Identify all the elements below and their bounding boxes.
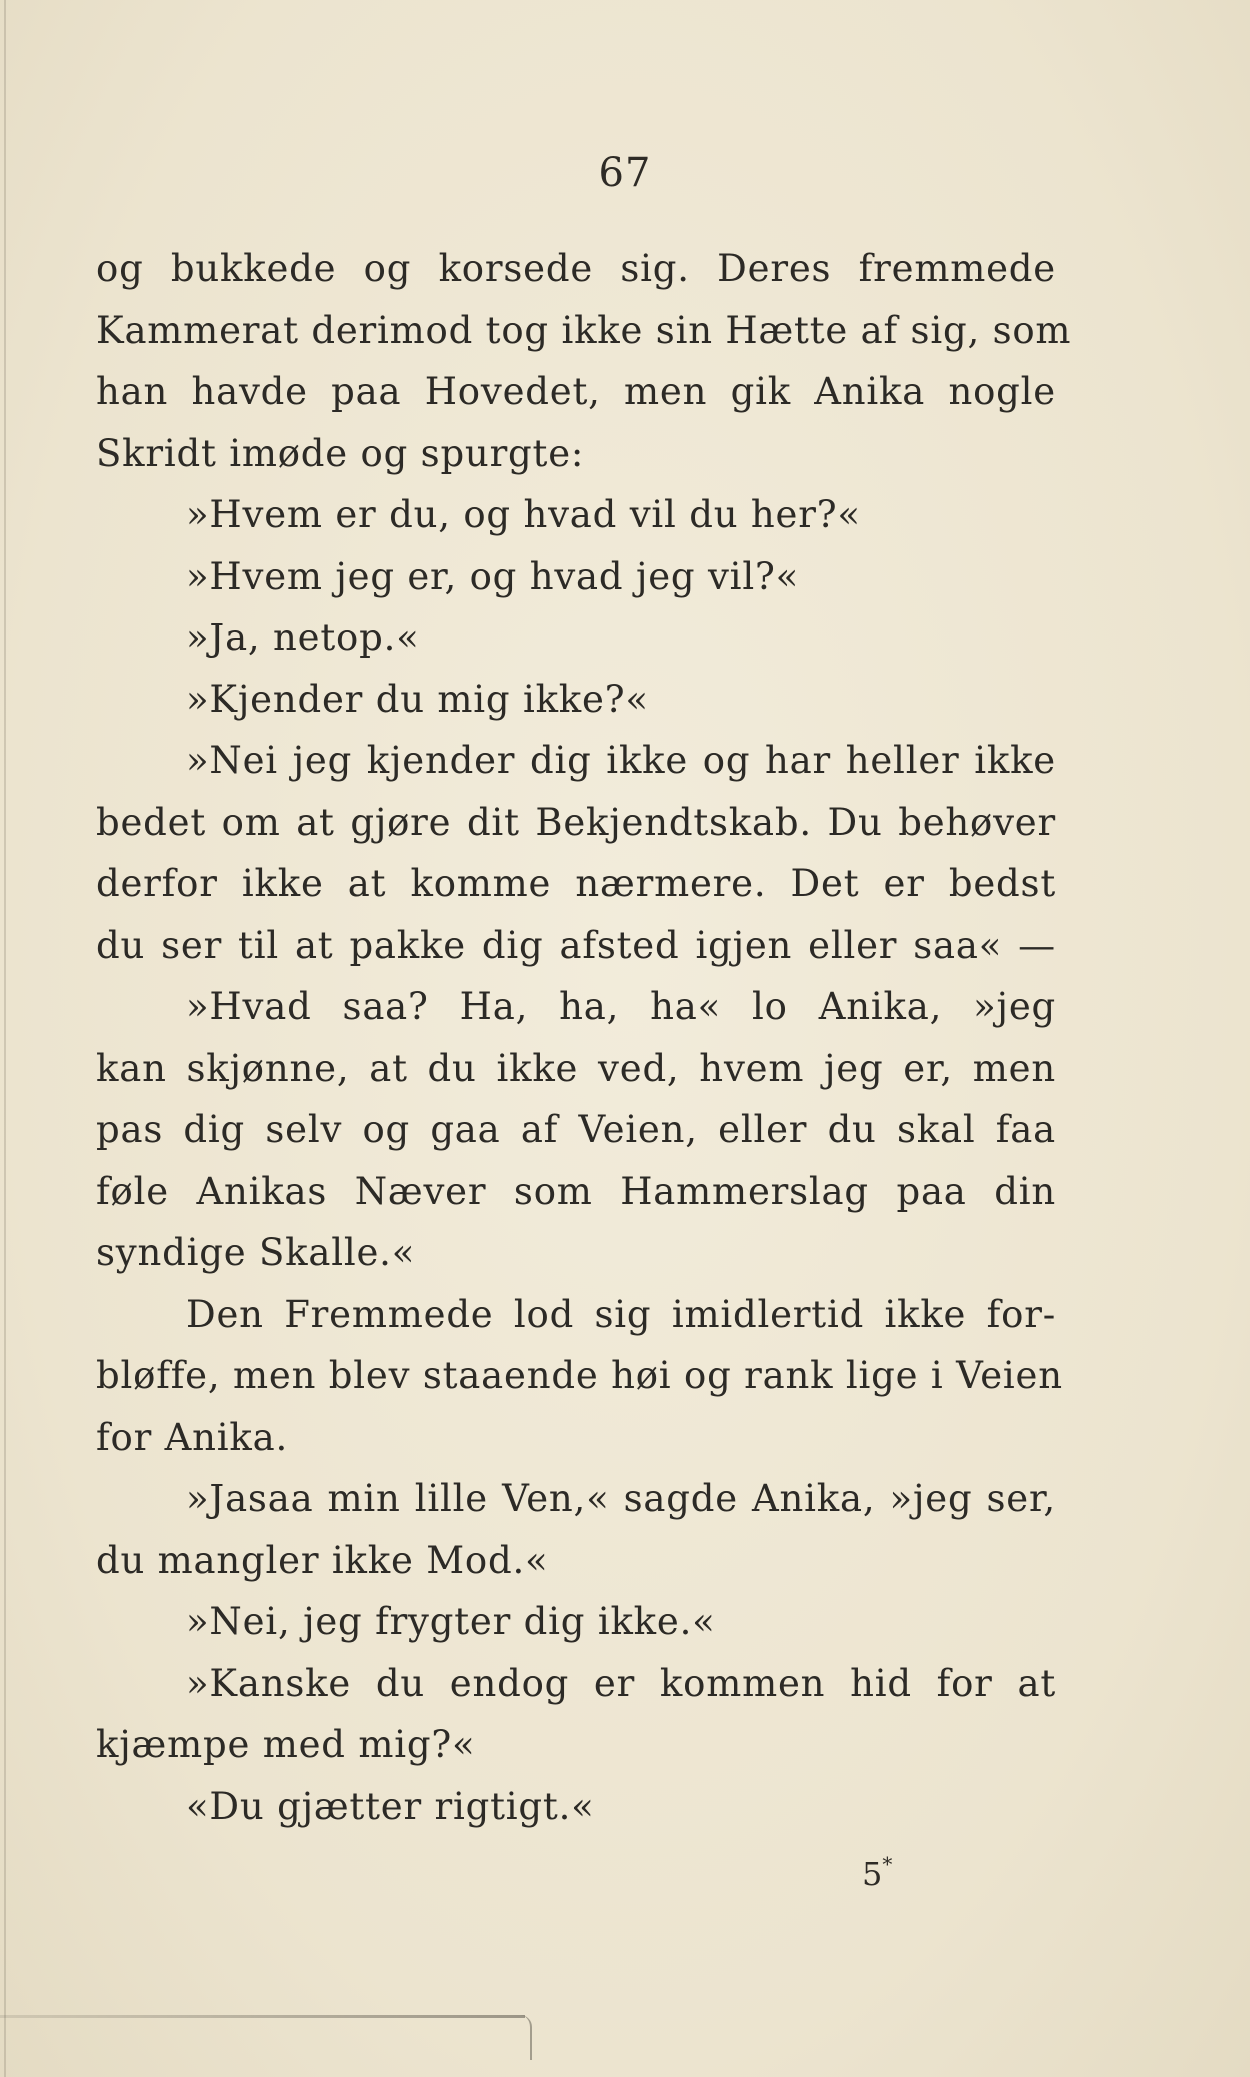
text-line: »Kjender du mig ikke?« [186,677,649,721]
scan-edge-hook [520,2015,532,2060]
scan-edge-rule [0,2015,525,2018]
text-line: »Nei jeg kjender dig ikke og har heller ikke [186,739,1056,782]
text-line: »Nei, jeg frygter dig ikke.« [186,1600,716,1643]
text-line: bløffe, men blev staaende høi og rank lige i Veien [96,1354,1063,1397]
text-line: kjæmpe med mig?« [96,1723,476,1766]
page-edge-shadow [4,0,6,2077]
text-line: »Hvem er du, og hvad vil du her?« [186,493,861,536]
page-number: 67 [598,150,652,196]
text-line: føle Anikas Næver som Hammerslag paa din [96,1169,1056,1213]
text-line: for Anika. [96,1415,289,1459]
text-line: »Hvem jeg er, og hvad jeg vil?« [186,554,800,598]
text-line: »Hvad saa? Ha, ha, ha« lo Anika, »jeg [186,985,1056,1028]
signature-number: 5 [862,1855,883,1893]
text-line: »Jasaa min lille Ven,« sagde Anika, »jeg ser, [186,1477,1056,1520]
text-line: «Du gjætter rigtigt.« [186,1784,595,1828]
text-line: du ser til at pakke dig afsted igjen eller saa« — [96,923,1056,967]
text-line: Den Fremmede lod sig imidlertid ikke for- [186,1292,1056,1336]
text-line: pas dig selv og gaa af Veien, eller du skal faa [96,1108,1056,1151]
text-line: syndige Skalle.« [96,1231,416,1274]
text-line: »Ja, netop.« [186,616,420,659]
text-line: du mangler ikke Mod.« [96,1538,549,1582]
text-line: Kammerat derimod tog ikke sin Hætte af sig, som [96,308,1072,352]
text-line: »Kanske du endog er kommen hid for at [186,1661,1056,1705]
text-line: bedet om at gjøre dit Bekjendtskab. Du behøver [96,800,1056,844]
text-line: Skridt imøde og spurgte: [96,431,585,475]
text-line: og bukkede og korsede sig. Deres fremmede [96,247,1056,290]
text-line: han havde paa Hovedet, men gik Anika nogle [96,370,1056,413]
text-line: derfor ikke at komme nærmere. Det er bedst [96,862,1056,905]
signature-mark [862,1852,892,1893]
body-text [96,238,1072,1837]
text-line: kan skjønne, at du ikke ved, hvem jeg er, men [96,1046,1056,1090]
signature-star: * [882,1852,893,1876]
